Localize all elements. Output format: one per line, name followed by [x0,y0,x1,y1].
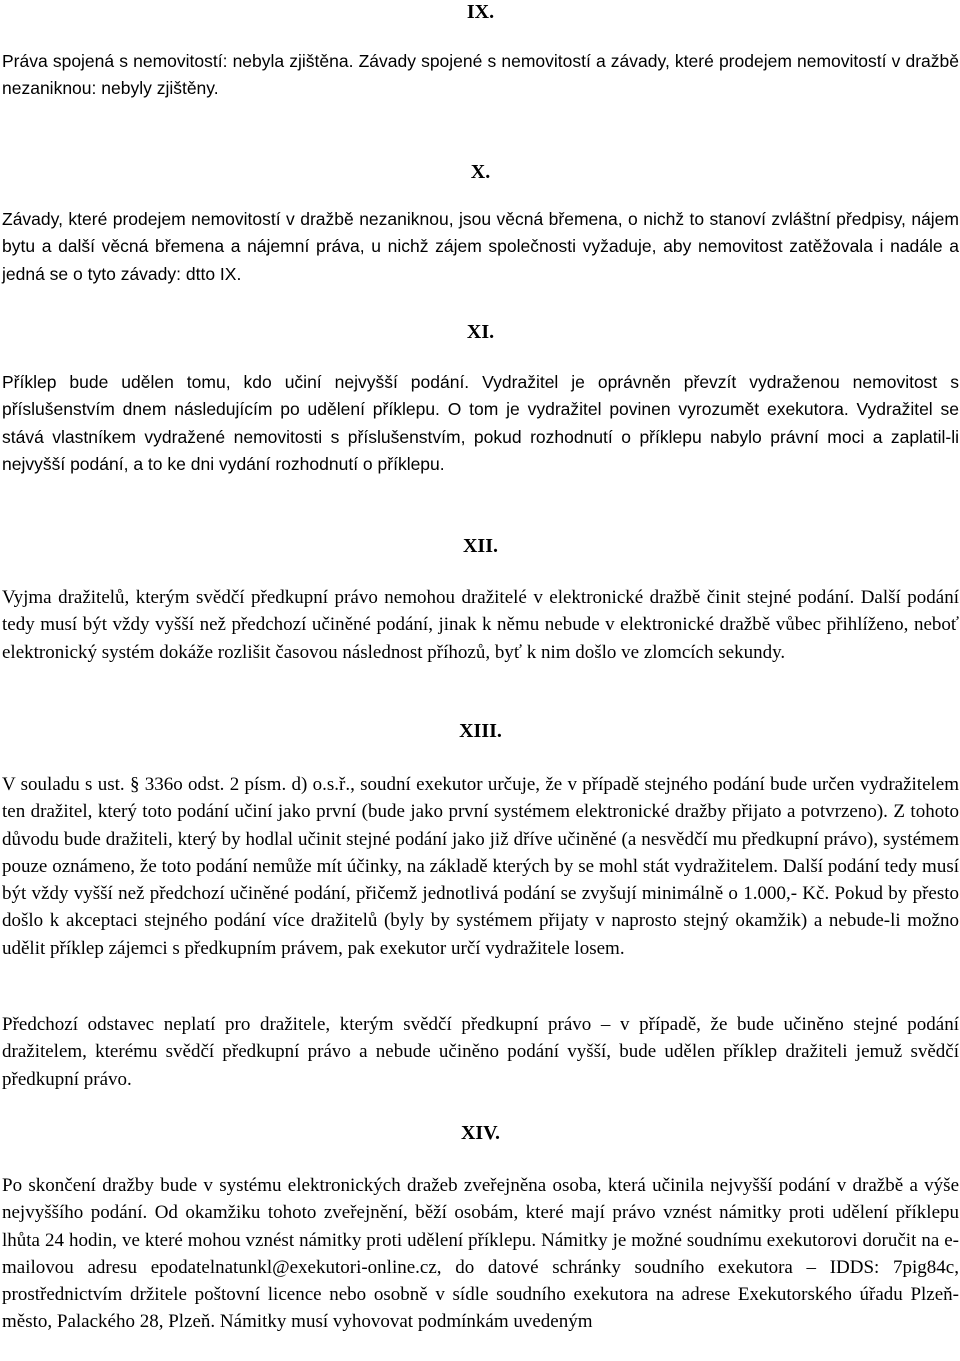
section-ix-heading: IX. [466,1,495,23]
section-xiv-paragraph: Po skončení dražby bude v systému elektronických dražeb zveřejněna osoba, která učinila nejvyšší podání v dražbě a výše nejvyššího podání. Od okamžiku tohoto zveřejnění, běží osobám, které mají právo vznést námitky proti udělení příklepu lhůta 24 hodin, ve které mohou vznést námitky proti udělení příklepu. Námitky je možné soudnímu exekutorovi doručit na e-mailovou adresu epodatelnatunkl@exekutori-online.cz, do datové schránky soudního exekutora – IDDS: 7pig84c, prostřednictvím držitele poštovní licence nebo osobně v sídle soudního exekutora na adrese Exekutorského úřadu Plzeň-město, Palackého 28, Plzeň. Námitky musí vyhovovat podmínkám uvedeným [2,1175,959,1333]
section-xii-paragraph: Vyjma dražitelů, kterým svědčí předkupní právo nemohou dražitelé v elektronické dražbě činit stejné podání. Další podání tedy musí být vždy vyšší než předchozí učiněné podání, jinak k němu nebude v elektronické dražbě vůbec přihlíženo, neboť elektronický systém dokáže rozlišit časovou následnost příhozů, byť k nim došlo ve zlomcích sekundy. [2,587,959,663]
section-xi-heading: XI. [466,321,495,343]
section-xii-heading: XII. [462,535,498,557]
section-xi-paragraph: Příklep bude udělen tomu, kdo učiní nejvyšší podání. Vydražitel je oprávněn převzít vydraženou nemovitost s příslušenstvím dnem následujícím po udělení příklepu. O tom je vydražitel povinen vyrozumět exekutora. Vydražitel se stává vlastníkem vydražené nemovitosti s příslušenstvím, pokud rozhodnutí o příklepu nabylo právní moci a zaplatil-li nejvyšší podání, a to ke dni vydání rozhodnutí o příklepu. [2,372,959,474]
section-xiv-heading: XIV. [460,1122,501,1144]
section-xiii-paragraph-1: V souladu s ust. § 336o odst. 2 písm. d) o.s.ř., soudní exekutor určuje, že v případě stejného podání bude určen vydražitelem ten dražitel, který toto podání učiní jako první (bude jako první systémem elektronické dražby přijato a potvrzeno). Z tohoto důvodu bude dražiteli, který by hodlal učinit stejné podání jako již dříve učiněné (a nesvědčí mu předkupní právo), systémem pouze oznámeno, že toto podání nemůže mít účinky, na základě kterých by se mohl stát vydražitelem. Další podání tedy musí být vždy vyšší než předchozí učiněné podání, přičemž jednotlivá podání se zvyšují minimálně o 1.000,- Kč. Pokud by přesto došlo k akceptaci stejného podání více dražitelů (byly by systémem přijaty v naprosto stejný okamžik) a nebude-li možno udělit příklep zájemci s předkupním právem, pak exekutor určí vydražitele losem. [2,774,959,959]
section-ix-paragraph: Práva spojená s nemovitostí: nebyla zjištěna. Závady spojené s nemovitostí a závady, které prodejem nemovitostí v dražbě nezaniknou: nebyly zjištěny. [2,51,959,99]
section-xiii-paragraph-2: Předchozí odstavec neplatí pro dražitele, kterým svědčí předkupní právo – v případě, že bude učiněno stejné podání dražitelem, kterému svědčí předkupní právo a nebude učiněno podání vyšší, bude udělen příklep dražiteli jemuž svědčí předkupní právo. [2,1014,959,1090]
section-x-paragraph: Závady, které prodejem nemovitostí v dražbě nezaniknou, jsou věcná břemena, o nichž to stanoví zvláštní předpisy, nájem bytu a další věcná břemena a nájemní práva, u nichž zájem společnosti vyžaduje, aby nemovitost zatěžovala i nadále a jedná se o tyto závady: dtto IX. [2,209,959,284]
section-x-heading: X. [470,161,491,183]
section-xiii-heading: XIII. [459,720,502,742]
